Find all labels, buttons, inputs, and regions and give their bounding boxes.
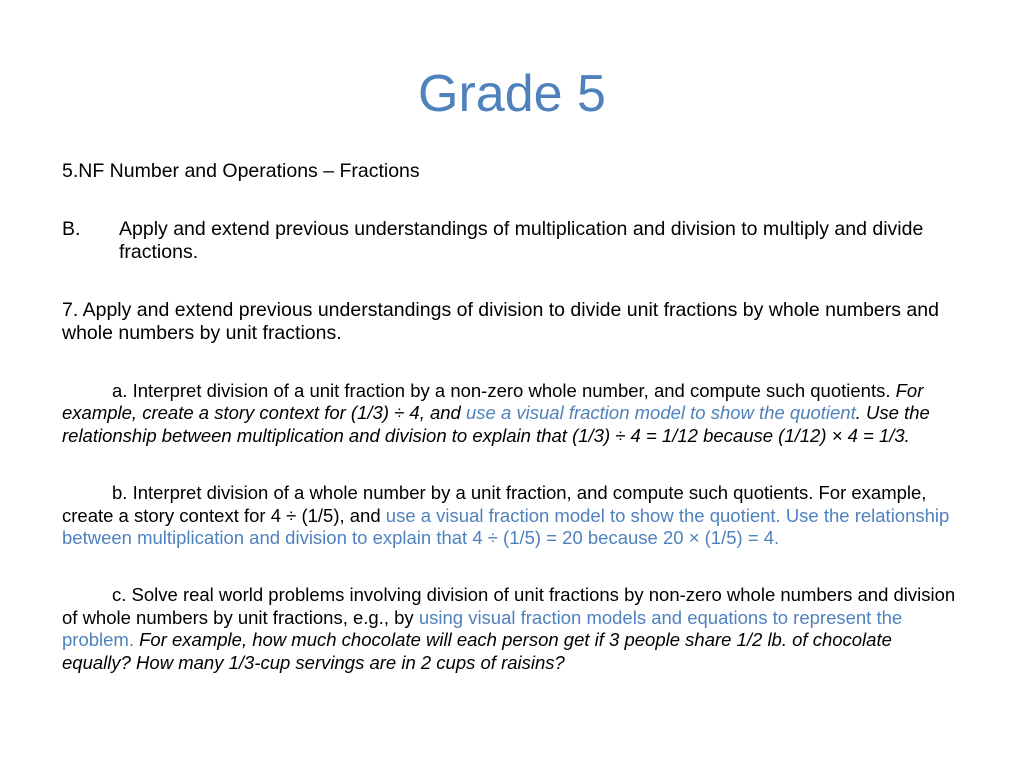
cluster-b	[62, 218, 962, 264]
item-a-text: a. Interpret division of a unit fraction by a non-zero whole number, and compute such quotients.	[112, 380, 896, 401]
item-b	[62, 482, 962, 549]
cluster-marker: B.	[62, 218, 81, 240]
item-c-visual-model: using visual fraction models and equations to represent the problem.	[62, 606, 903, 651]
cluster-text: Apply and extend previous understandings of multiplication and division to multiply and divide fractions.	[119, 218, 924, 263]
item-b-visual-model: use a visual fraction model to show the quotient. Use the relationship between multiplication and division to explain that 4 ÷ (1/5) = 20 because 20 × (1/5) = 4.	[62, 504, 950, 549]
item-c	[62, 584, 962, 674]
item-a-explanation: . Use the relationship between multiplication and division to explain that (1/3) ÷ 4 = 1/12 because (1/12) × 4 = 1/3.	[62, 402, 930, 446]
domain-heading: 5.NF Number and Operations – Fractions	[62, 160, 420, 182]
slide-title: Grade 5	[418, 65, 606, 123]
item-c-example: For example, how much chocolate will each person get if 3 people share 1/2 lb. of chocolate equally? How many 1/3-cup servings are in 2 cups of raisins?	[62, 629, 892, 673]
item-a-visual-model: use a visual fraction model to show the quotient	[465, 402, 856, 424]
item-b-text: b. Interpret division of a whole number by a unit fraction, and compute such quotients. For example, create a story context for 4 ÷ (1/5), and	[62, 482, 927, 526]
slide-content	[62, 160, 962, 674]
standard-7: 7. Apply and extend previous understandings of division to divide unit fractions by whole numbers and whole numbers by unit fractions.	[62, 299, 939, 344]
item-a	[62, 380, 962, 447]
item-c-text: c. Solve real world problems involving division of unit fractions by non-zero whole numbers and division of whole numbers by unit fractions, e.g., by	[62, 584, 956, 628]
item-a-example: For example, create a story context for (1/3) ÷ 4, and	[62, 380, 924, 424]
